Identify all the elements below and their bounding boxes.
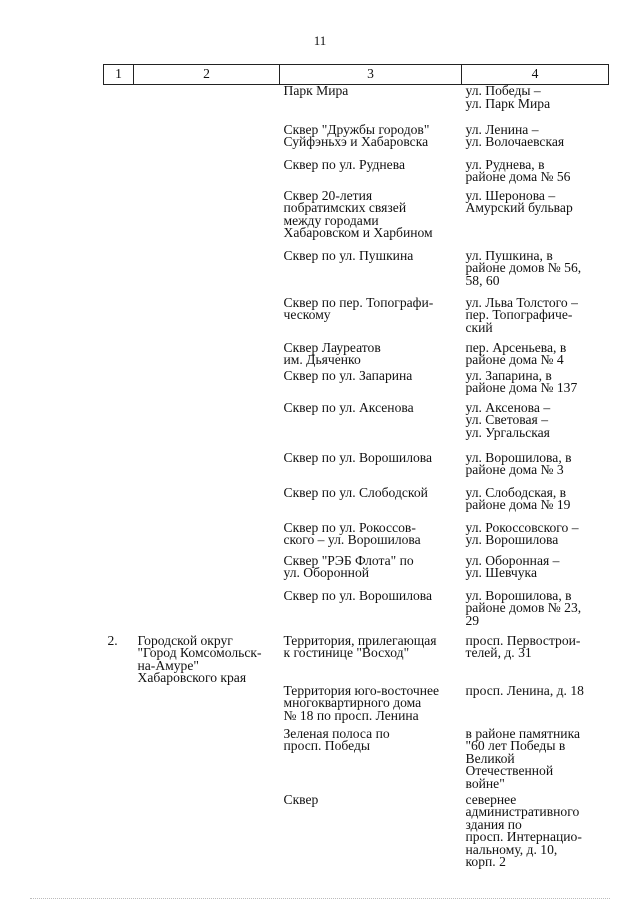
table-body [104, 85, 609, 880]
row-address: ул. Оборонная – ул. Шевчука [465, 552, 560, 580]
table-row [104, 794, 609, 880]
row-region [134, 728, 280, 794]
table-row [104, 522, 609, 555]
table-row [104, 342, 609, 370]
row-region [134, 159, 280, 190]
row-object: Сквер Лауреатов им. Дьяченко [283, 339, 381, 367]
row-object: Сквер "Дружбы городов" Суйфэньхэ и Хабаровска [283, 121, 430, 149]
row-address: ул. Руднева, в районе дома № 56 [465, 156, 571, 184]
row-object: Сквер по ул. Слободской [283, 484, 428, 500]
row-object: Сквер по ул. Ворошилова [283, 449, 433, 465]
row-number [104, 190, 134, 250]
table-row [104, 370, 609, 402]
row-object: Сквер по ул. Ворошилова [283, 587, 433, 603]
row-number [104, 487, 134, 522]
row-region [134, 124, 280, 159]
row-object: Сквер по пер. Топографи- ческому [283, 294, 434, 322]
row-region [134, 452, 280, 487]
row-number [104, 159, 134, 190]
table-row [104, 190, 609, 250]
row-address: ул. Ленина – ул. Волочаевская [465, 121, 565, 149]
row-region [134, 370, 280, 402]
row-region [134, 590, 280, 635]
row-number [104, 124, 134, 159]
objects-table [103, 64, 609, 880]
row-address: в районе памятника "60 лет Победы в Великой Отечественной войне" [465, 725, 581, 791]
row-object: Зеленая полоса по просп. Победы [283, 725, 390, 753]
table-row [104, 124, 609, 159]
row-number [104, 85, 134, 124]
row-region [134, 794, 280, 880]
row-address: ул. Ворошилова, в районе дома № 3 [465, 449, 572, 477]
row-region [134, 250, 280, 297]
header-col-3: 3 [280, 65, 462, 85]
row-region: Городской округ "Город Комсомольск- на-Амуре" Хабаровского края [137, 632, 262, 685]
row-address: ул. Шеронова – Амурский бульвар [465, 187, 573, 215]
row-region [134, 297, 280, 342]
table-row [104, 685, 609, 728]
table-row [104, 555, 609, 590]
page-bottom-rule [30, 898, 610, 899]
table-header-row [104, 65, 609, 85]
row-object: Парк Мира [283, 83, 349, 98]
row-object: Сквер по ул. Пушкина [283, 247, 414, 263]
header-col-2: 2 [134, 65, 280, 85]
table-row [104, 297, 609, 342]
row-region [134, 342, 280, 370]
row-number [104, 794, 134, 880]
row-object: Сквер по ул. Запарина [283, 367, 413, 383]
row-region [134, 85, 280, 124]
table-row [104, 402, 609, 452]
row-number [104, 522, 134, 555]
table-row [104, 635, 609, 685]
table-row [104, 159, 609, 190]
row-address: ул. Льва Толстого – пер. Топографиче- ский [465, 294, 578, 335]
table-row [104, 728, 609, 794]
row-region [134, 555, 280, 590]
row-address: ул. Слободская, в районе дома № 19 [465, 484, 571, 512]
row-object: Сквер [283, 791, 319, 807]
header-col-4: 4 [462, 65, 609, 85]
row-number [104, 402, 134, 452]
row-region [134, 190, 280, 250]
row-region [134, 402, 280, 452]
row-number [104, 555, 134, 590]
row-number [104, 370, 134, 402]
row-number [104, 250, 134, 297]
row-object: Территория юго-восточнее многоквартирного дома № 18 по просп. Ленина [283, 682, 440, 723]
table-row [104, 85, 609, 124]
row-address: ул. Ворошилова, в районе домов № 23, 29 [465, 587, 582, 628]
row-address: ул. Победы – ул. Парк Мира [465, 83, 551, 111]
row-region [134, 487, 280, 522]
row-object: Сквер 20-летия побратимских связей между городами Хабаровском и Харбином [283, 187, 433, 240]
table-row [104, 452, 609, 487]
row-object: Сквер по ул. Аксенова [283, 399, 414, 415]
row-address: севернее административного здания по просп. Интернацио- нальному, д. 10, корп. 2 [465, 791, 582, 869]
row-object: Территория, прилегающая к гостинице "Восход" [283, 632, 437, 660]
row-number: 2. [107, 632, 118, 648]
row-address: пер. Арсеньева, в районе дома № 4 [465, 339, 567, 367]
row-object: Сквер по ул. Руднева [283, 156, 405, 172]
row-address: ул. Запарина, в районе дома № 137 [465, 367, 578, 395]
row-number [104, 297, 134, 342]
row-object: Сквер "РЭБ Флота" по ул. Оборонной [283, 552, 414, 580]
row-number [104, 590, 134, 635]
table-row [104, 590, 609, 635]
page-number: 11 [313, 33, 327, 48]
row-address: просп. Ленина, д. 18 [465, 682, 584, 698]
row-region [134, 685, 280, 728]
row-address: ул. Рокоссовского – ул. Ворошилова [465, 519, 579, 547]
row-address: ул. Пушкина, в районе домов № 56, 58, 60 [465, 247, 582, 288]
row-number [104, 685, 134, 728]
table-row [104, 250, 609, 297]
row-number [104, 728, 134, 794]
row-address: ул. Аксенова – ул. Световая – ул. Ургальская [465, 399, 551, 440]
row-address: просп. Первострои- телей, д. 31 [465, 632, 581, 660]
row-region [134, 522, 280, 555]
table-row [104, 487, 609, 522]
header-col-1: 1 [104, 65, 134, 85]
row-number [104, 342, 134, 370]
row-number [104, 452, 134, 487]
row-object: Сквер по ул. Рокоссов- ского – ул. Ворошилова [283, 519, 421, 547]
